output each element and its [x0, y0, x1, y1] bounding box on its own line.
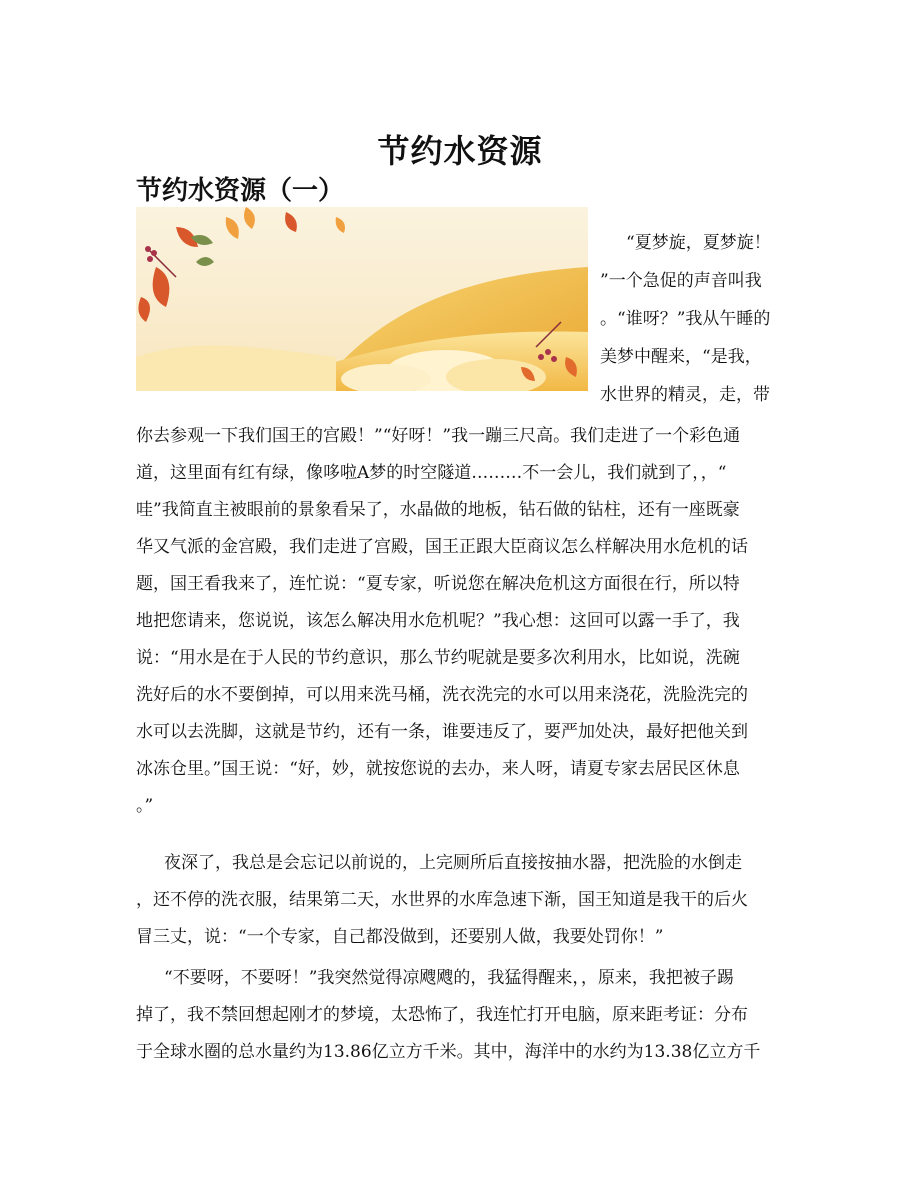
text-line: 于全球水圈的总水量约为13.86亿立方千米。其中，海洋中的水约为13.38亿立方千: [136, 1042, 761, 1062]
text-line: 美梦中醒来，“是我，: [600, 347, 762, 367]
text-line: “不要呀，不要呀！”我突然觉得凉飕飕的，我猛得醒来，，原来，我把被子踢: [164, 968, 734, 988]
autumn-banner-image: [136, 207, 588, 391]
text-line: 夜深了，我总是会忘记以前说的，上完厕所后直接按抽水器，把洗脸的水倒走: [164, 853, 742, 873]
text-line: 华又气派的金宫殿，我们走进了宫殿，国王正跟大臣商议怎么样解决用水危机的话: [136, 537, 748, 557]
document-title: 节约水资源: [377, 132, 543, 170]
text-line: “夏梦旋，夏梦旋！: [626, 233, 771, 253]
text-line: 你去参观一下我们国王的宫殿！”“好呀！”我一蹦三尺高。我们走进了一个彩色通: [136, 426, 741, 446]
text-line: ”一个急促的声音叫我: [600, 271, 762, 291]
text-line: 哇”我简直主被眼前的景象看呆了，水晶做的地板，钻石做的钻柱，还有一座既豪: [136, 500, 740, 520]
text-line: 冰冻仓里。”国王说：“好，妙，就按您说的去办，来人呀，请夏专家去居民区休息: [136, 759, 740, 779]
text-line: 冒三丈，说：“一个专家，自己都没做到，还要别人做，我要处罚你！”: [136, 927, 664, 947]
text-line: ，还不停的洗衣服，结果第二天，水世界的水库急速下渐，国王知道是我干的后火: [136, 890, 748, 910]
section-heading: 节约水资源（一）: [136, 176, 345, 206]
text-line: 洗好后的水不要倒掉，可以用来洗马桶，洗衣洗完的水可以用来浇花，洗脸洗完的: [136, 685, 748, 705]
text-line: 题，国王看我来了，连忙说：“夏专家，听说您在解决危机这方面很在行，所以特: [136, 574, 740, 594]
text-line: 说：“用水是在于人民的节约意识，那么节约呢就是要多次利用水，比如说，洗碗: [136, 648, 740, 668]
text-line: 地把您请来，您说说，该怎么解决用水危机呢？”我心想：这回可以露一手了，我: [136, 611, 740, 631]
paragraph-1: [136, 418, 784, 825]
paragraph-3: [136, 960, 784, 1071]
text-line: 水可以去洗脚，这就是节约，还有一条，谁要违反了，要严加处决，最好把他关到: [136, 722, 748, 742]
text-line: 。“谁呀？”我从午睡的: [600, 309, 771, 329]
text-line: 掉了，我不禁回想起刚才的梦境，太恐怖了，我连忙打开电脑，原来距考证：分布: [136, 1005, 748, 1025]
text-line: 水世界的精灵，走，带: [600, 385, 770, 405]
paragraph-2: [136, 845, 784, 956]
text-line: 道，这里面有红有绿，像哆啦A梦的时空隧道………不一会儿，我们就到了，，“: [136, 463, 727, 483]
text-line: 。”: [136, 796, 154, 816]
